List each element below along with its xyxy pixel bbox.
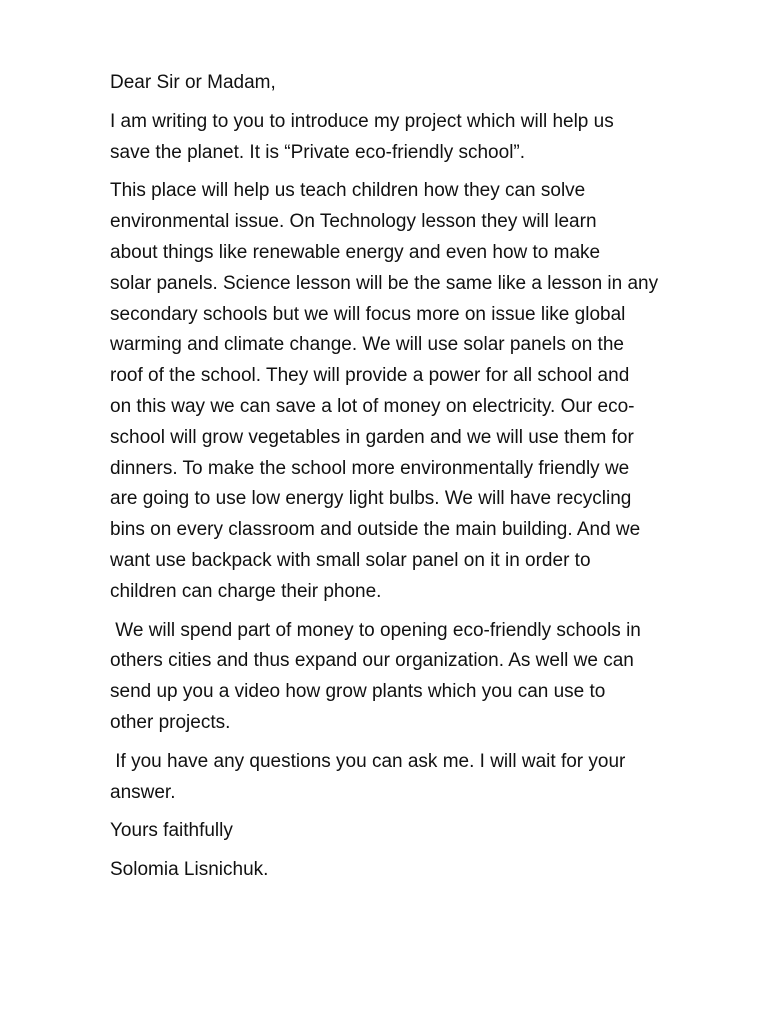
paragraph-line: warming and climate change. We will use solar panels on the [110,334,624,356]
paragraph-line: If you have any questions you can ask me. I will wait for your [110,750,626,772]
paragraph-line: I am writing to you to introduce my project which will help us [110,110,614,132]
paragraph-line: are going to use low energy light bulbs. We will have recycling [110,488,632,510]
paragraph-line: other projects. [110,711,231,733]
closing-line: Yours faithfully [110,820,233,842]
paragraph-line: others cities and thus expand our organization. As well we can [110,650,634,672]
letter-page [110,68,730,894]
paragraph-line: save the planet. It is “Private eco-friendly school”. [110,141,526,163]
paragraph-line: solar panels. Science lesson will be the same like a lesson in any [110,272,659,294]
paragraph-line: about things like renewable energy and even how to make [110,241,601,263]
paragraph-line: send up you a video how grow plants which you can use to [110,681,606,703]
paragraph-line: answer. [110,781,176,803]
paragraph-expansion [110,616,730,739]
salutation-line: Dear Sir or Madam, [110,72,276,93]
paragraph-line: roof of the school. They will provide a power for all school and [110,365,630,387]
paragraph-line: bins on every classroom and outside the main building. And we [110,519,641,541]
paragraph-intro [110,107,730,169]
paragraph-line: want use backpack with small solar panel on it in order to [110,549,591,571]
paragraph-line: school will grow vegetables in garden and we will use them for [110,426,634,448]
paragraph-questions [110,747,730,809]
salutation [110,68,730,99]
signature [110,855,730,886]
paragraph-line: We will spend part of money to opening eco-friendly schools in [110,619,641,641]
closing [110,816,730,847]
signature-line: Solomia Lisnichuk. [110,859,269,881]
paragraph-description [110,176,730,607]
paragraph-line: environmental issue. On Technology lesson they will learn [110,211,597,233]
paragraph-line: children can charge their phone. [110,580,382,602]
paragraph-line: secondary schools but we will focus more on issue like global [110,303,626,325]
paragraph-line: dinners. To make the school more environmentally friendly we [110,457,630,479]
paragraph-line: This place will help us teach children how they can solve [110,180,586,202]
paragraph-line: on this way we can save a lot of money on electricity. Our eco- [110,395,635,417]
